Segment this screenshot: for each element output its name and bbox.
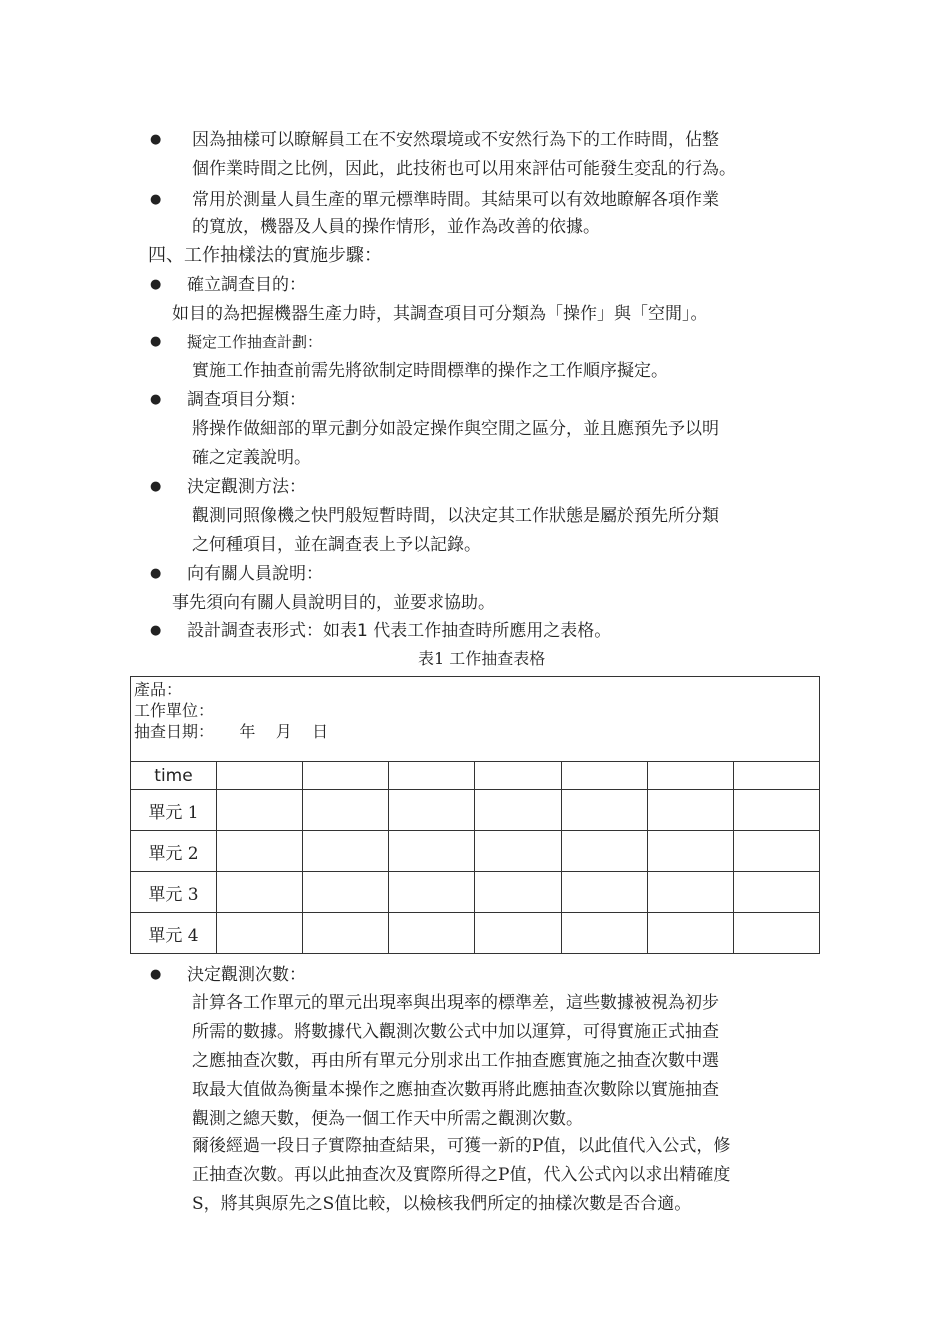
bullet-icon: ● (150, 623, 162, 638)
table-cell (647, 762, 733, 790)
step-text-classify-1: 將操作做細部的單元劃分如設定操作與空閒之區分，並且應預先予以明 (192, 419, 719, 439)
revise-text-line: 爾後經過一段日子實際抽查結果，可獲一新的P值，以此值代入公式，修 (192, 1136, 731, 1156)
table-cell (647, 913, 733, 954)
table-cell (561, 790, 647, 831)
bullet-icon: ● (150, 192, 162, 207)
table-cell (733, 913, 819, 954)
table-cell (217, 762, 303, 790)
para2-line1-rest: 其結果可以有效地瞭解各項作業 (481, 190, 719, 210)
count-text-line: 所需的數據。將數據代入觀測次數公式中加以運算，可得實施正式抽查 (192, 1022, 719, 1042)
bullet-icon: ● (150, 566, 162, 581)
bullet-icon: ● (150, 967, 162, 982)
para2-line1 (192, 189, 719, 211)
step-text-method-1: 觀測同照像機之快門般短暫時間，以決定其工作狀態是屬於預先所分類 (192, 506, 719, 526)
table-cell (217, 872, 303, 913)
table-cell (733, 790, 819, 831)
table-row (131, 790, 820, 831)
table-cell (389, 872, 475, 913)
count-text-line: 取最大值做為衡量本操作之應抽查次數再將此應抽查次數除以實施抽查 (192, 1080, 719, 1100)
table-row (131, 762, 820, 790)
step-title-explain: 向有關人員說明： (187, 564, 323, 584)
table-caption: 表1 工作抽查表格 (418, 649, 546, 668)
table-cell (647, 872, 733, 913)
table-cell (475, 831, 561, 872)
step-text-plan: 實施工作抽查前需先將欲制定時間標準的操作之工作順序擬定。 (192, 361, 668, 381)
step-title-method: 決定觀測方法： (187, 477, 306, 497)
product-label: 產品： (134, 680, 183, 699)
table-cell (217, 831, 303, 872)
table-cell (475, 913, 561, 954)
table-cell (389, 762, 475, 790)
para2-line2: 的寬放，機器及人員的操作情形，並作為改善的依據。 (192, 217, 600, 237)
section-title: 四、工作抽樣法的實施步驟： (148, 245, 382, 266)
bullet-icon: ● (150, 277, 162, 292)
table-row (131, 872, 820, 913)
unit-label: 單元 4 (131, 913, 217, 954)
step-title-purpose: 確立調查目的： (187, 275, 306, 295)
bullet-icon: ● (150, 392, 162, 407)
table-cell (389, 913, 475, 954)
table-cell (475, 790, 561, 831)
unit-label: 單元 3 (131, 872, 217, 913)
step-title-classify: 調查項目分類： (187, 390, 306, 410)
table-cell (303, 872, 389, 913)
unit-label: 單元 1 (131, 790, 217, 831)
revise-text-line: S，將其與原先之S值比較，以檢核我們所定的抽樣次數是否合適。 (192, 1194, 692, 1214)
bullet-icon: ● (150, 334, 162, 349)
count-text-line: 計算各工作單元的單元出現率與出現率的標準差，這些數據被視為初步 (192, 993, 719, 1013)
para1-line2: 個作業時間之比例，因此，此技術也可以用來評估可能發生変乱的行為。 (192, 159, 736, 179)
table-cell (303, 790, 389, 831)
step-text-explain: 事先須向有關人員說明目的，並要求協助。 (172, 593, 495, 613)
step-title-count: 決定觀測次數： (187, 965, 306, 985)
step-text-purpose: 如目的為把握機器生產力時，其調查項目可分類為「操作」與「空閒」。 (172, 304, 708, 324)
check-date-label: 抽查日期： 年 月 日 (134, 722, 329, 741)
table-cell (647, 790, 733, 831)
time-label: time (131, 762, 217, 790)
table-row (131, 831, 820, 872)
unit-label: 單元 2 (131, 831, 217, 872)
step-title-plan: 擬定工作抽查計劃： (187, 333, 323, 351)
table-cell (475, 872, 561, 913)
survey-table (130, 676, 820, 954)
table-cell (561, 913, 647, 954)
table-cell (733, 831, 819, 872)
step-text-method-2: 之何種項目，並在調查表上予以記錄。 (192, 535, 481, 555)
step-title-form: 設計調查表形式：如表1 代表工作抽查時所應用之表格。 (187, 621, 612, 641)
para2-line1-bold: 常用於測量人員生產的單元標準時間。 (192, 190, 481, 210)
table-cell (389, 790, 475, 831)
work-unit-label: 工作單位： (134, 701, 215, 720)
table-header-cell (131, 677, 820, 762)
table-cell (389, 831, 475, 872)
bullet-icon: ● (150, 479, 162, 494)
table-cell (475, 762, 561, 790)
table-cell (303, 831, 389, 872)
table-cell (733, 762, 819, 790)
count-text-line: 之應抽查次數，再由所有單元分別求出工作抽查應實施之抽查次數中選 (192, 1051, 719, 1071)
table-cell (647, 831, 733, 872)
table-header-row (131, 677, 820, 762)
table-cell (561, 831, 647, 872)
bullet-icon: ● (150, 132, 162, 147)
table-cell (303, 762, 389, 790)
table-cell (561, 762, 647, 790)
revise-text-line: 正抽查次數。再以此抽查次及實際所得之P值，代入公式內以求出精確度 (192, 1165, 731, 1185)
table-cell (561, 872, 647, 913)
table-row (131, 913, 820, 954)
step-text-classify-2: 確之定義說明。 (192, 448, 311, 468)
table-cell (217, 790, 303, 831)
table-cell (217, 913, 303, 954)
para1-line1: 因為抽樣可以瞭解員工在不安然環境或不安然行為下的工作時間，佔整 (192, 130, 719, 150)
table-cell (733, 872, 819, 913)
table-cell (303, 913, 389, 954)
count-text-line: 觀測之總天數，便為一個工作天中所需之觀測次數。 (192, 1109, 583, 1129)
